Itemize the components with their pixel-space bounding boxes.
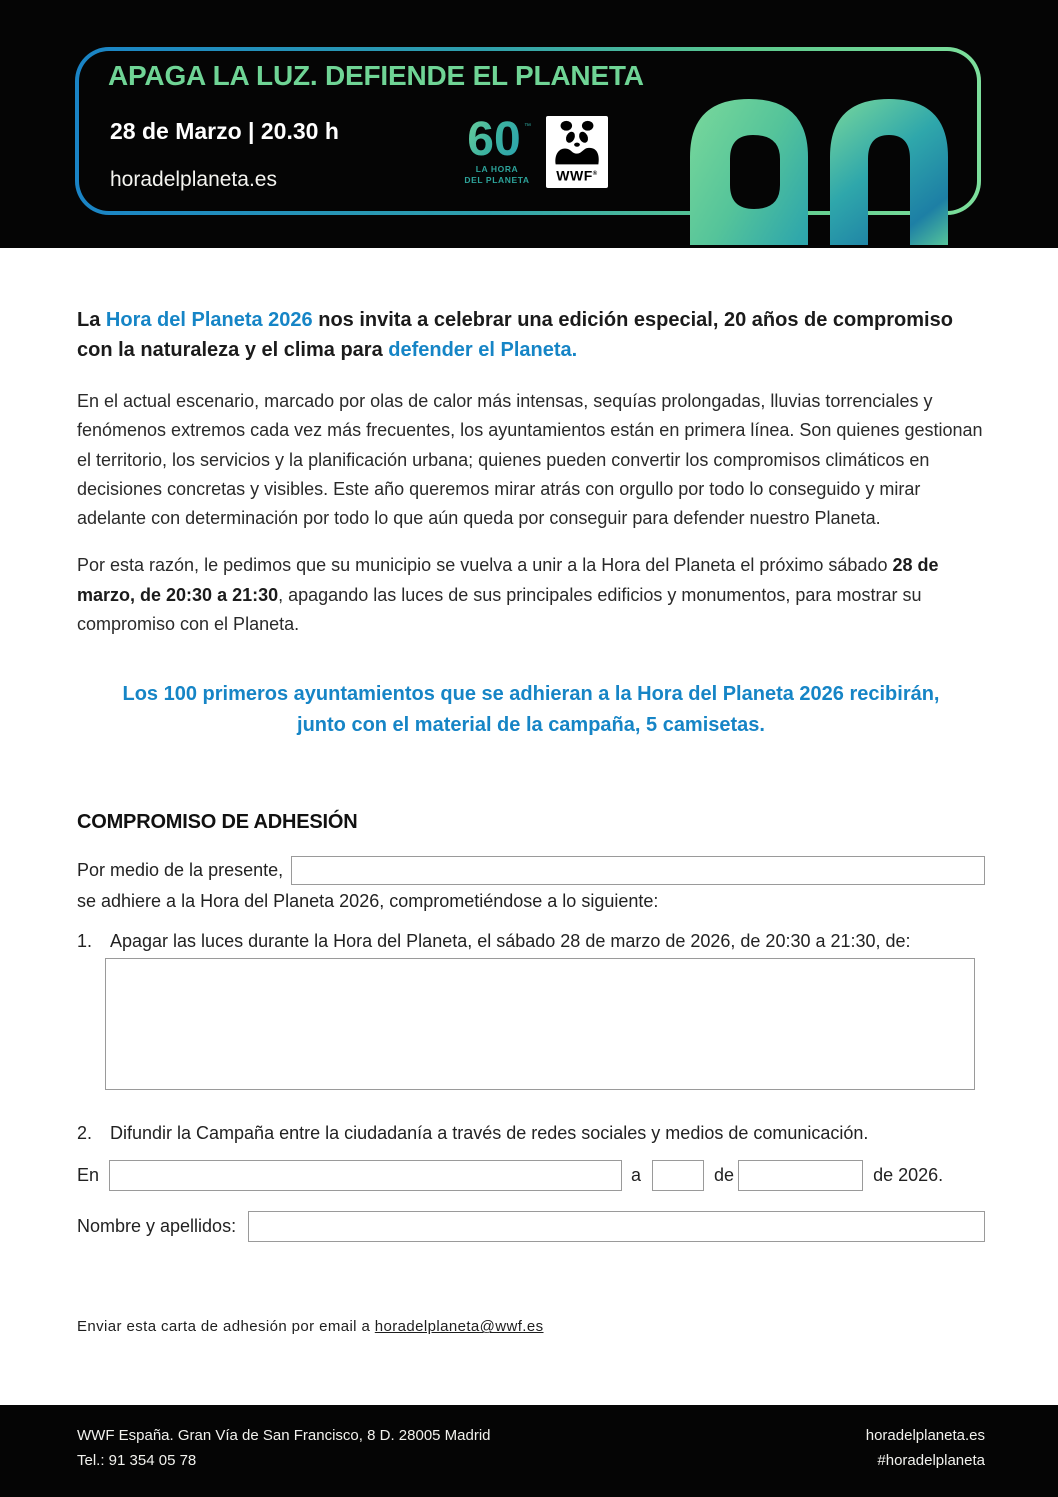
municipality-label: Por medio de la presente, bbox=[77, 860, 284, 881]
panda-icon bbox=[552, 120, 602, 166]
form-heading: COMPROMISO DE ADHESIÓN bbox=[77, 811, 358, 834]
context-paragraph: En el actual escenario, marcado por olas de calor más intensas, sequías prolongadas, lluvias torrenciales y fenómenos extremos cada vez más frecuentes, los ayuntamientos están en primera línea. Son quienes gestionan el territorio, los servicios y la planificación urbana; quienes pueden convertir los compromisos climáticos en decisiones concretas y visibles. Este año queremos mirar atrás con orgullo por todo lo conseguido y mirar adelante con determinación por todo lo que aún queda por conseguir para defender nuestro Planeta. bbox=[77, 391, 983, 529]
item-1-text: Apagar las luces durante la Hora del Planeta, el sábado 28 de marzo de 2026, de 20:30 a 21:30, de: bbox=[110, 931, 911, 952]
footer-band bbox=[0, 1405, 1058, 1497]
adhesion-continuation: se adhiere a la Hora del Planeta 2026, comprometiéndose a lo siguiente: bbox=[77, 891, 659, 912]
adhesion-email-link[interactable]: horadelplaneta@wwf.es bbox=[374, 1318, 544, 1336]
item-2-number: 2. bbox=[77, 1123, 93, 1144]
campaign-website: horadelplaneta.es bbox=[110, 168, 277, 191]
month-input[interactable] bbox=[738, 1160, 863, 1191]
item-1-number: 1. bbox=[77, 931, 93, 952]
place-label: En bbox=[77, 1165, 100, 1186]
day-label: a bbox=[631, 1165, 642, 1186]
year-suffix: de 2026. bbox=[873, 1165, 944, 1186]
place-input[interactable] bbox=[109, 1160, 622, 1191]
letter-body bbox=[0, 248, 1058, 1335]
svg-text:™: ™ bbox=[524, 123, 531, 130]
svg-text:60: 60 bbox=[467, 116, 521, 158]
name-label: Nombre y apellidos: bbox=[77, 1216, 237, 1237]
event-date-bold: 28 de marzo, de 20:30 a 21:30 bbox=[77, 555, 939, 605]
logo-60-line1: LA HORA bbox=[475, 164, 519, 174]
logo-60-line2: DEL PLANETA bbox=[464, 175, 530, 185]
wwf-wordmark: WWF® bbox=[556, 168, 598, 184]
campaign-title: APAGA LA LUZ. DEFIENDE EL PLANETA bbox=[108, 60, 644, 91]
intro-paragraph: La Hora del Planeta 2026 nos invita a celebrar una edición especial, 20 años de compromiso con la naturaleza y el clima para defender el Planeta. bbox=[77, 309, 953, 361]
big-60-graphic bbox=[690, 95, 955, 245]
footer-links bbox=[866, 1423, 985, 1497]
list-item-1 bbox=[77, 928, 985, 954]
header-band bbox=[0, 0, 1058, 248]
name-input[interactable] bbox=[248, 1211, 985, 1242]
footer-phone: Tel.: 91 354 05 78 bbox=[77, 1452, 197, 1469]
wwf-logo bbox=[546, 116, 608, 188]
event-datetime: 28 de Marzo | 20.30 h bbox=[110, 118, 339, 144]
name-row bbox=[77, 1211, 985, 1242]
incentive-highlight: Los 100 primeros ayuntamientos que se adhieran a la Hora del Planeta 2026 recibirán, junto con el material de la campaña, 5 camisetas. bbox=[122, 683, 940, 737]
month-label: de bbox=[714, 1165, 735, 1186]
footer-address: WWF España. Gran Vía de San Francisco, 8 D. 28005 Madrid bbox=[77, 1427, 491, 1444]
logo-60-icon bbox=[458, 116, 536, 158]
intro-highlight-2: defender el Planeta. bbox=[388, 339, 578, 361]
send-instructions: Enviar esta carta de adhesión por email a horadelplaneta@wwf.es bbox=[77, 1318, 544, 1336]
footer-hashtag: #horadelplaneta bbox=[877, 1452, 985, 1469]
item-2-text: Difundir la Campaña entre la ciudadanía a través de redes sociales y medios de comunicación. bbox=[110, 1123, 869, 1144]
date-place-row bbox=[77, 1160, 985, 1191]
list-item-2 bbox=[77, 1120, 985, 1146]
footer-contact bbox=[77, 1423, 491, 1497]
request-paragraph: Por esta razón, le pedimos que su municipio se vuelva a unir a la Hora del Planeta el próximo sábado 28 de marzo, de 20:30 a 21:30, apagando las luces de sus principales edificios y monumentos, para mostrar su compromiso con el Planeta. bbox=[77, 555, 939, 635]
municipality-row bbox=[77, 856, 985, 885]
footer-website: horadelplaneta.es bbox=[865, 1427, 985, 1444]
day-input[interactable] bbox=[652, 1160, 704, 1191]
municipality-input[interactable] bbox=[291, 856, 985, 885]
hora-del-planeta-60-logo bbox=[458, 116, 536, 185]
buildings-textarea[interactable] bbox=[105, 958, 975, 1090]
intro-highlight-1: Hora del Planeta 2026 bbox=[105, 309, 313, 331]
